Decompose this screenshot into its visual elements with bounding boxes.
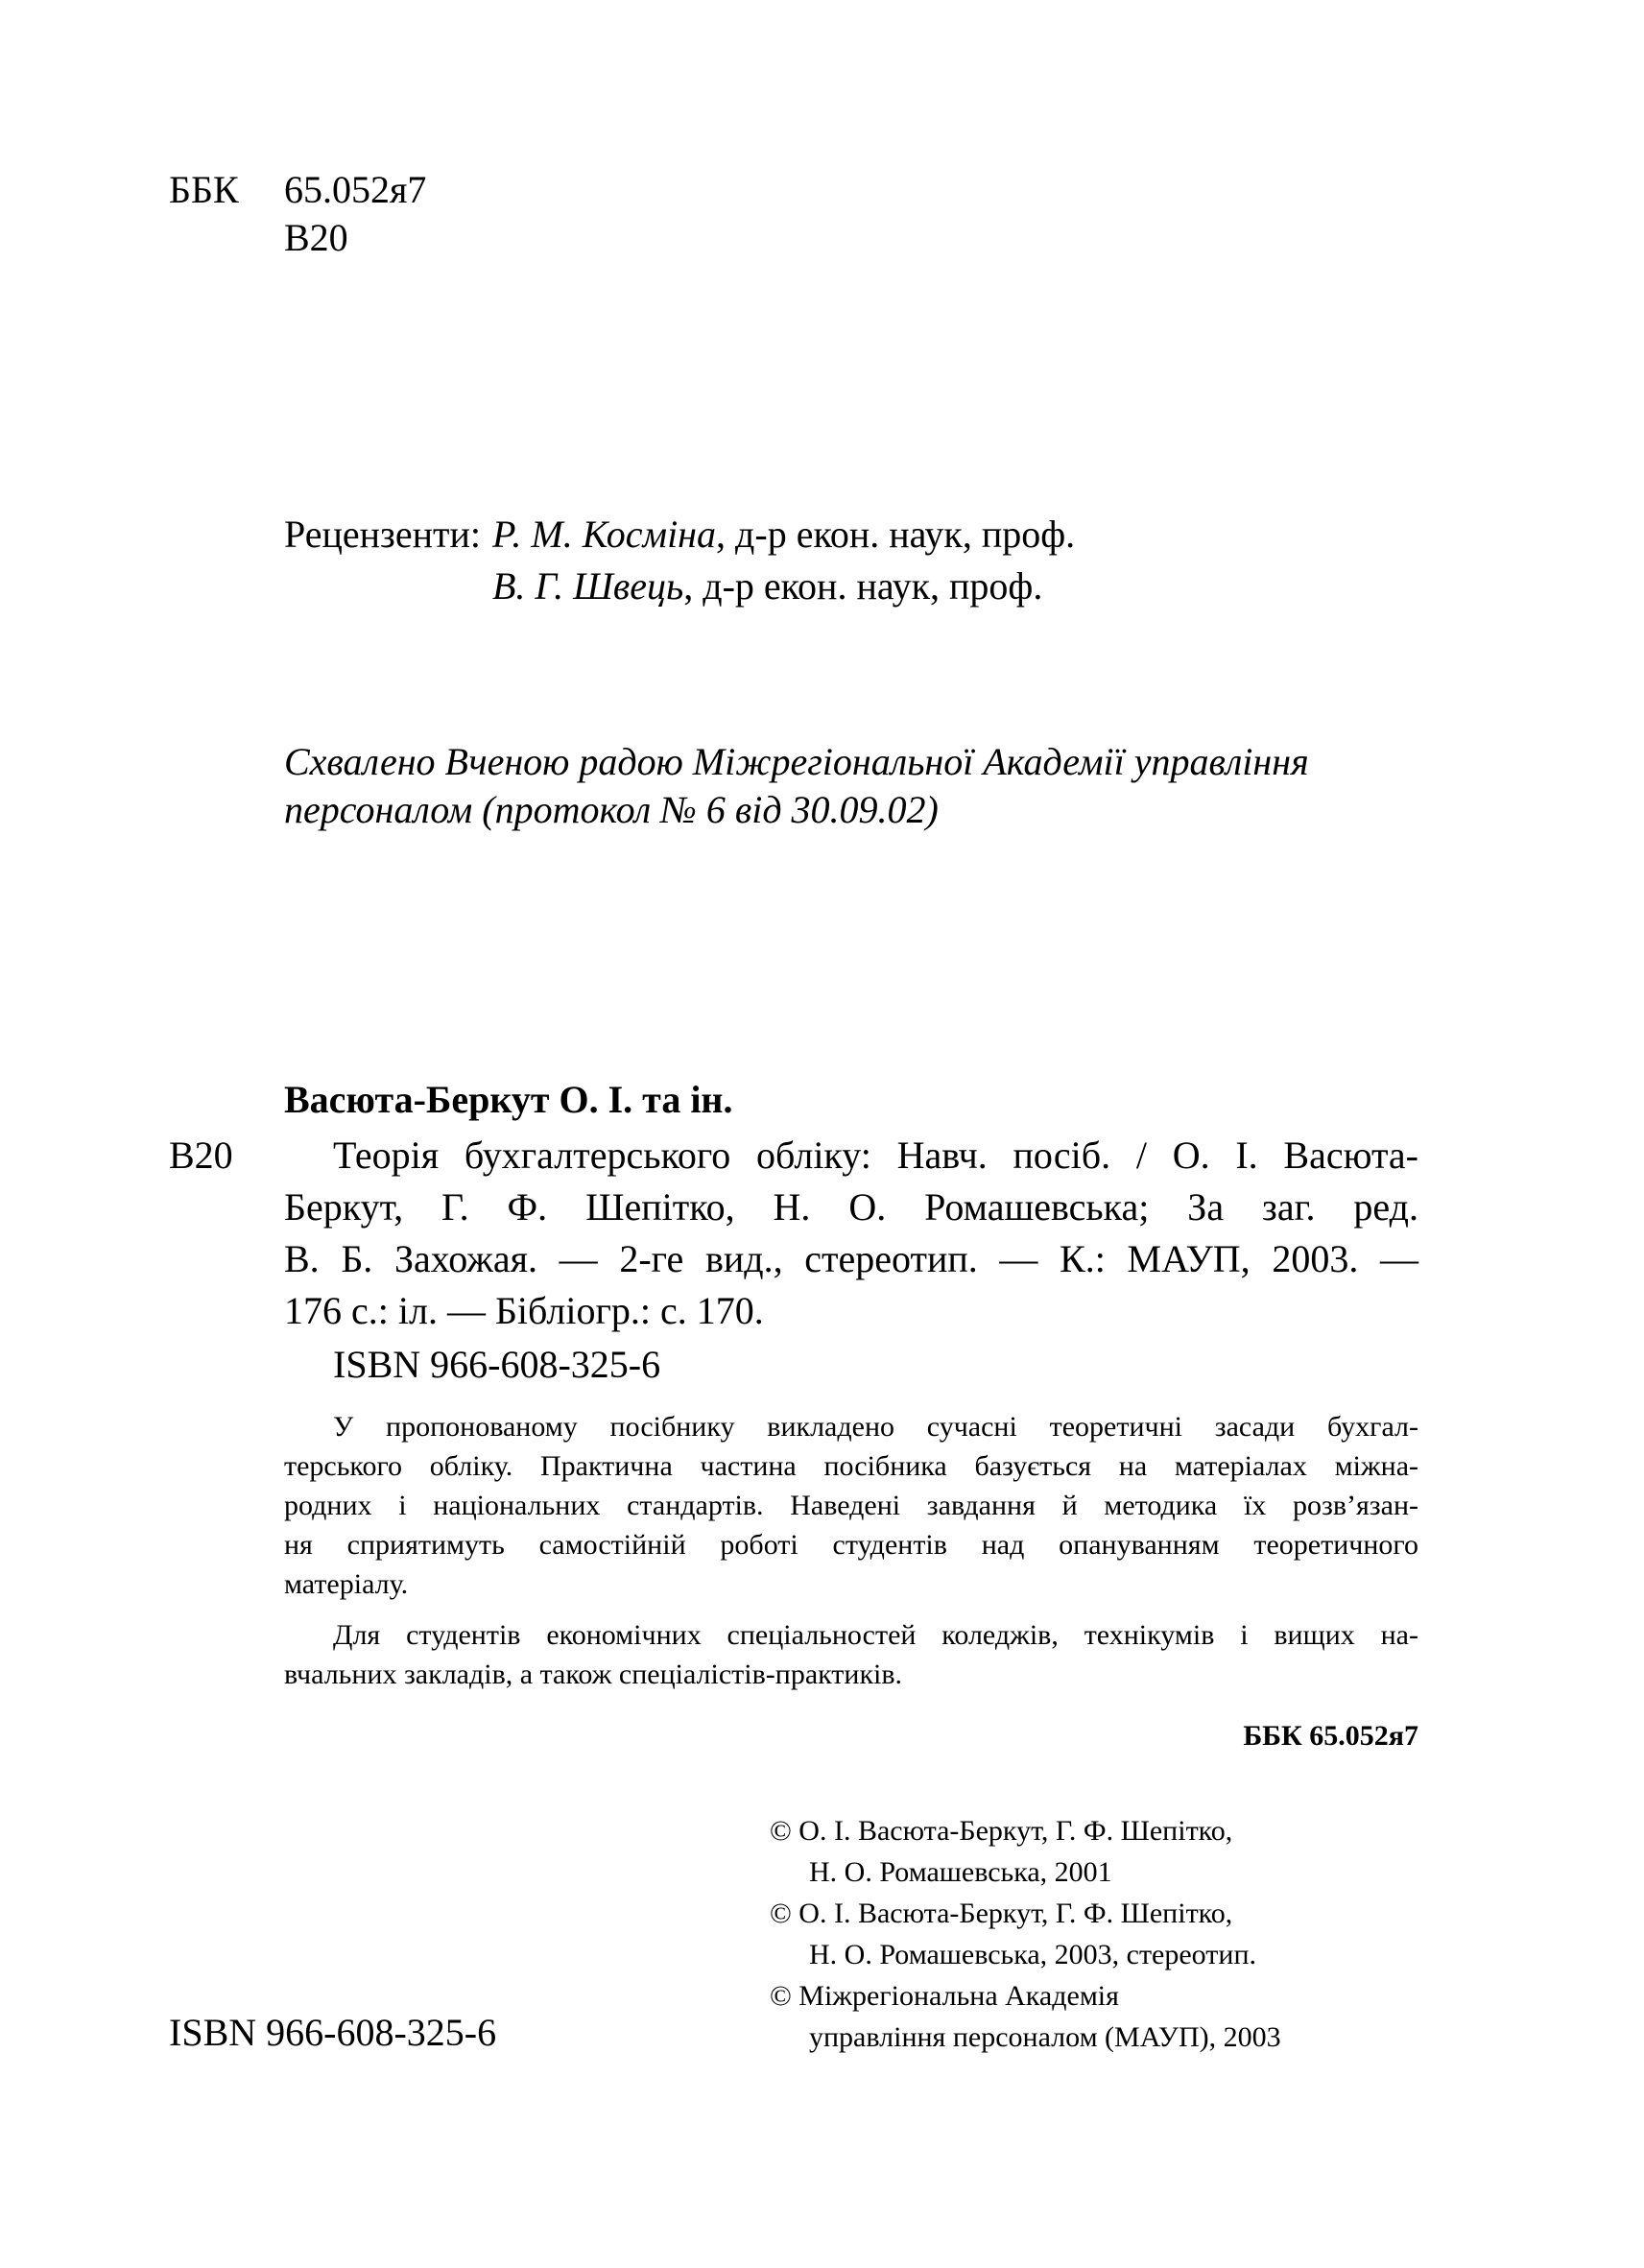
- bibliographic-line-4: 176 с.: іл. — Бібліогр.: с. 170.: [284, 1289, 764, 1332]
- copyright-line-2: Н. О. Ромашевська, 2001: [809, 1856, 1112, 1888]
- bibliographic-line-3: В. Б. Захожая. — 2-ге вид., стереотип. — К.: МАУП, 2003. —: [284, 1237, 1418, 1280]
- reviewer-2: [492, 563, 1042, 609]
- bbk-label: ББК: [169, 168, 239, 211]
- approval-line-2: персоналом (протокол № 6 від 30.09.02): [284, 788, 939, 831]
- reviewer-2-credentials: , д-р екон. наук, проф.: [683, 564, 1043, 608]
- bbk-footer: ББК 65.052я7: [1243, 1720, 1418, 1752]
- reviewers-label: Рецензенти:: [284, 513, 481, 556]
- bibliographic-line-1: Теорія бухгалтерського обліку: Навч. посіб. / О. І. Васюта-: [333, 1134, 1418, 1177]
- reviewer-1-name: Р. М. Косміна: [492, 513, 717, 556]
- annotation-p2-line-2: вчальних закладів, а також спеціалістів-практиків.: [284, 1659, 903, 1690]
- bibliographic-line-2: Беркут, Г. Ф. Шепітко, Н. О. Ромашевська; За заг. ред.: [284, 1185, 1418, 1229]
- copyright-line-4: Н. О. Ромашевська, 2003, стереотип.: [809, 1939, 1257, 1970]
- bibliographic-mark: В20: [169, 1134, 233, 1177]
- annotation-p1-line-1: У пропонованому посібнику викладено сучасні теоретичні засади бухгал-: [333, 1411, 1418, 1443]
- copyright-line-5: © Міжрегіональна Академія: [770, 1980, 1119, 2012]
- reviewer-2-name: В. Г. Швець: [492, 564, 684, 608]
- bbk-code: 65.052я7: [284, 168, 427, 211]
- footer-isbn: ISBN 966-608-325-6: [169, 2011, 497, 2054]
- annotation-p1-line-5: матеріалу.: [284, 1568, 409, 1600]
- reviewer-1-credentials: , д-р екон. наук, проф.: [716, 513, 1076, 556]
- annotation-p2-line-1: Для студентів економічних спеціальностей коледжів, технікумів і вищих на-: [333, 1619, 1418, 1651]
- author-mark: В20: [284, 216, 348, 259]
- annotation-p1-line-4: ня сприятимуть самостійній роботі студентів над опануванням теоретичного: [284, 1529, 1418, 1561]
- annotation-p1-line-3: родних і національних стандартів. Наведені завдання й методика їх розв’язан-: [284, 1490, 1418, 1521]
- annotation-p1-line-2: терського обліку. Практична частина посібника базується на матеріалах міжна-: [284, 1450, 1418, 1482]
- bibliographic-isbn: ISBN 966-608-325-6: [333, 1343, 661, 1386]
- approval-line-1: Схвалено Вченою радою Міжрегіональної Академії управління: [284, 740, 1309, 783]
- copyright-line-6: управління персоналом (МАУП), 2003: [809, 2021, 1281, 2053]
- reviewer-1: [492, 512, 1075, 558]
- bibliographic-heading: Васюта-Беркут О. І. та ін.: [284, 1078, 733, 1121]
- copyright-line-3: © О. І. Васюта-Беркут, Г. Ф. Шепітко,: [770, 1898, 1233, 1929]
- copyright-line-1: © О. І. Васюта-Беркут, Г. Ф. Шепітко,: [770, 1815, 1233, 1847]
